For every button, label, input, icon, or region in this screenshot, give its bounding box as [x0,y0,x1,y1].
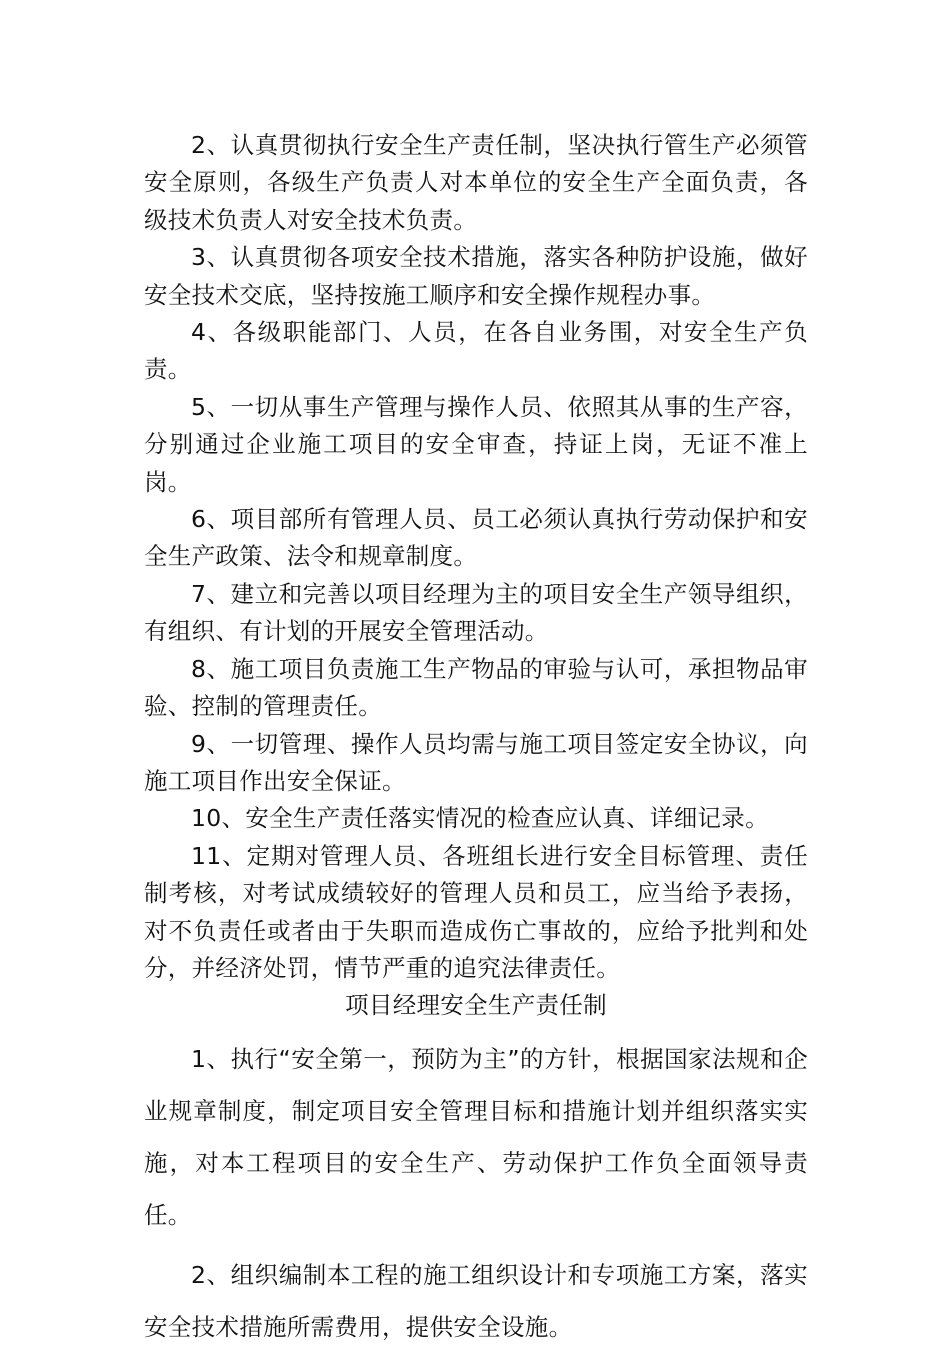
title-spacer [144,1025,808,1033]
paragraph-9: 9、一切管理、操作人员均需与施工项目签定安全协议，向施工项目作出安全保证。 [144,729,808,795]
paragraph-spacer [144,1241,808,1249]
section-title: 项目经理安全生产责任制 [345,991,607,1020]
paragraph-4: 4、各级职能部门、人员，在各自业务围，对安全生产负责。 [144,318,808,384]
paragraph-11: 11、定期对管理人员、各班组长进行安全目标管理、责任制考核，对考试成绩较好的管理人员和员工，应当给予表扬，对不负责任或者由于失职而造成伤亡事故的，应给予批判和处分，并经济处罚，情节严重的追究法律责任。 [144,841,808,982]
pm-paragraph-1: 1、执行“安全第一，预防为主”的方针，根据国家法规和企业规章制度，制定项目安全管理目标和措施计划并组织落实实施，对本工程项目的安全生产、劳动保护工作负全面领导责任。 [144,1044,808,1229]
paragraph-5: 5、一切从事生产管理与操作人员、依照其从事的生产容，分别通过企业施工项目的安全审查，持证上岗，无证不准上岗。 [144,392,808,496]
document-body [144,127,808,1353]
paragraph-2: 2、认真贯彻执行安全生产责任制，坚决执行管生产必须管安全原则，各级生产负责人对本单位的安全生产全面负责，各级技术负责人对安全技术负责。 [144,131,808,234]
paragraph-3: 3、认真贯彻各项安全技术措施，落实各种防护设施，做好安全技术交底，坚持按施工顺序和安全操作规程办事。 [144,243,808,309]
paragraph-10: 10、安全生产责任落实情况的检查应认真、详细记录。 [191,804,769,833]
paragraph-6: 6、项目部所有管理人员、员工必须认真执行劳动保护和安全生产政策、法令和规章制度。 [144,505,808,571]
pm-paragraph-2: 2、组织编制本工程的施工组织设计和专项施工方案，落实安全技术措施所需费用，提供安全设施。 [144,1260,808,1341]
paragraph-7: 7、建立和完善以项目经理为主的项目安全生产领导组织，有组织、有计划的开展安全管理活动。 [144,579,808,646]
paragraph-8: 8、施工项目负责施工生产物品的审验与认可，承担物品审验、控制的管理责任。 [144,654,808,721]
